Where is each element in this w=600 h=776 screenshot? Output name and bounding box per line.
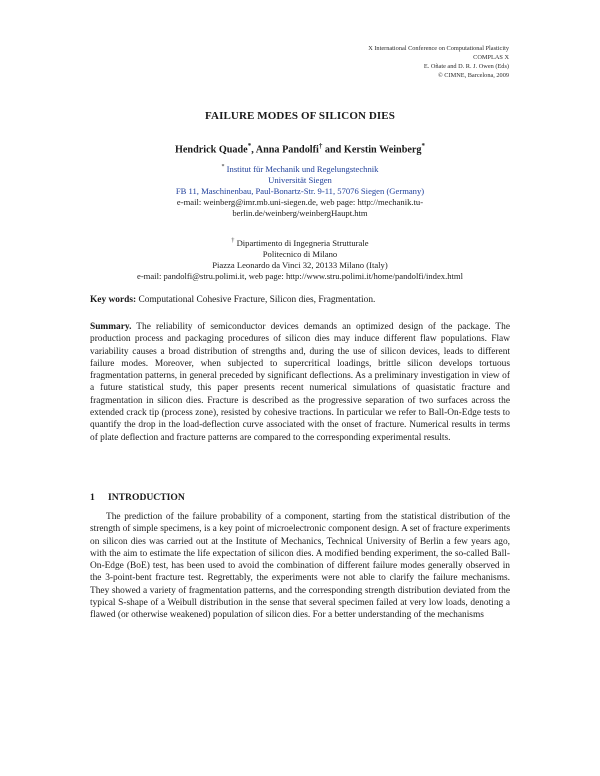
author-list	[0, 142, 600, 155]
author-separator: ,	[251, 144, 256, 156]
section-title: INTRODUCTION	[108, 492, 185, 503]
affiliation-1	[60, 162, 540, 219]
affiliation-contact[interactable]: e-mail: pandolfi@stru.polimi.it, web page: http://www.stru.polimi.it/home/pandolfi/index.html	[137, 270, 463, 281]
keywords-label: Key words:	[90, 295, 137, 305]
conference-line: © CIMNE, Barcelona, 2009	[437, 72, 509, 79]
affiliation-mark: *	[421, 142, 426, 150]
summary-text: The reliability of semiconductor devices demands an optimized design of the package. The production process and packaging procedures of silicon dies may induce different flaw populations. Flaw variability causes a broad distribution of strengths and, during the use of silicon devices, leads to different failure modes. Moreover, when subjected to supercritical loadings, brittle silicon develops tortuous fragmentation patterns, in general preceded by significant deflections. As a preliminary investigation in view of a future statistical study, this paper presents recent numerical simulations of quasistatic fracture and fragmentation in silicon dies. Fracture is described as the progressive separation of two surfaces across the extended crack tip (process zone), resisted by cohesive tractions. In particular we refer to Ball-On-Edge tests to quantify the drop in the load-deflection curve associated with the onset of fracture. Numerical results in terms of plate deflection and fracture patterns are compared to the corresponding experimental results.	[90, 322, 510, 443]
author-separator: and	[322, 144, 344, 156]
affiliation-contact[interactable]: berlin.de/weinberg/weinbergHaupt.htm	[232, 207, 368, 218]
keywords	[90, 295, 510, 305]
affiliation-university: Politecnico di Milano	[262, 248, 338, 259]
affiliation-address: Piazza Leonardo da Vinci 32, 20133 Milano (Italy)	[212, 259, 388, 270]
affiliation-institute: Institut für Mechanik und Regelungstechnik	[226, 163, 379, 174]
conference-line: X International Conference on Computational Plasticity	[368, 45, 509, 52]
paper-title: FAILURE MODES OF SILICON DIES	[205, 110, 395, 122]
author-name: Hendrick Quade	[174, 144, 248, 156]
conference-header	[368, 44, 509, 80]
introduction-paragraph: The prediction of the failure probability of a component, starting from the statistical distribution of the strength of simple specimens, is a key point of microelectronic component design. A set of fracture experiments on silicon dies was carried out at the Institute of Mechanics, Technical University of Berlin a few years ago, with the aim to estimate the life expectation of silicon dies. A modified bending experiment, the so-called Ball-On-Edge (BoE) test, has been used to avoid the combination of different failure modes generally observed in the 3-point-bent fracture test. Regrettably, the experiments were not able to clarify the failure mechanisms. They showed a variety of fragmentation patterns, and the corresponding strength distribution deviated from the typical S-shape of a Weibull distribution in the sense that several specimen failed at very low loads, denoting a flawed (or otherwise weakened) population of silicon dies. For a better understanding of the mechanisms	[90, 512, 510, 621]
summary-paragraph	[90, 321, 510, 444]
affiliation-mark: †	[318, 142, 323, 150]
affiliation-university: Universität Siegen	[268, 174, 332, 185]
conference-line: COMPLAS X	[473, 54, 509, 61]
affiliation-department: Dipartimento di Ingegneria Strutturale	[236, 237, 369, 248]
affiliation-address: FB 11, Maschinenbau, Paul-Bonartz-Str. 9-11, 57076 Siegen (Germany)	[175, 185, 425, 196]
summary-label: Summary.	[90, 322, 132, 332]
affiliation-mark: *	[221, 164, 225, 170]
affiliation-contact[interactable]: e-mail: weinberg@imr.mb.uni-siegen.de, web page: http://mechanik.tu-	[176, 196, 424, 207]
section-number: 1	[90, 492, 95, 503]
conference-line: E. Oñate and D. R. J. Owen (Eds)	[423, 63, 509, 70]
author-name: Anna Pandolfi	[255, 144, 319, 156]
section-heading	[90, 492, 185, 503]
keywords-text: Computational Cohesive Fracture, Silicon dies, Fragmentation.	[136, 295, 376, 305]
author-name: Kerstin Weinberg	[343, 144, 422, 156]
affiliation-2	[60, 236, 540, 282]
affiliation-mark: *	[247, 142, 252, 150]
affiliation-mark: †	[231, 238, 235, 244]
